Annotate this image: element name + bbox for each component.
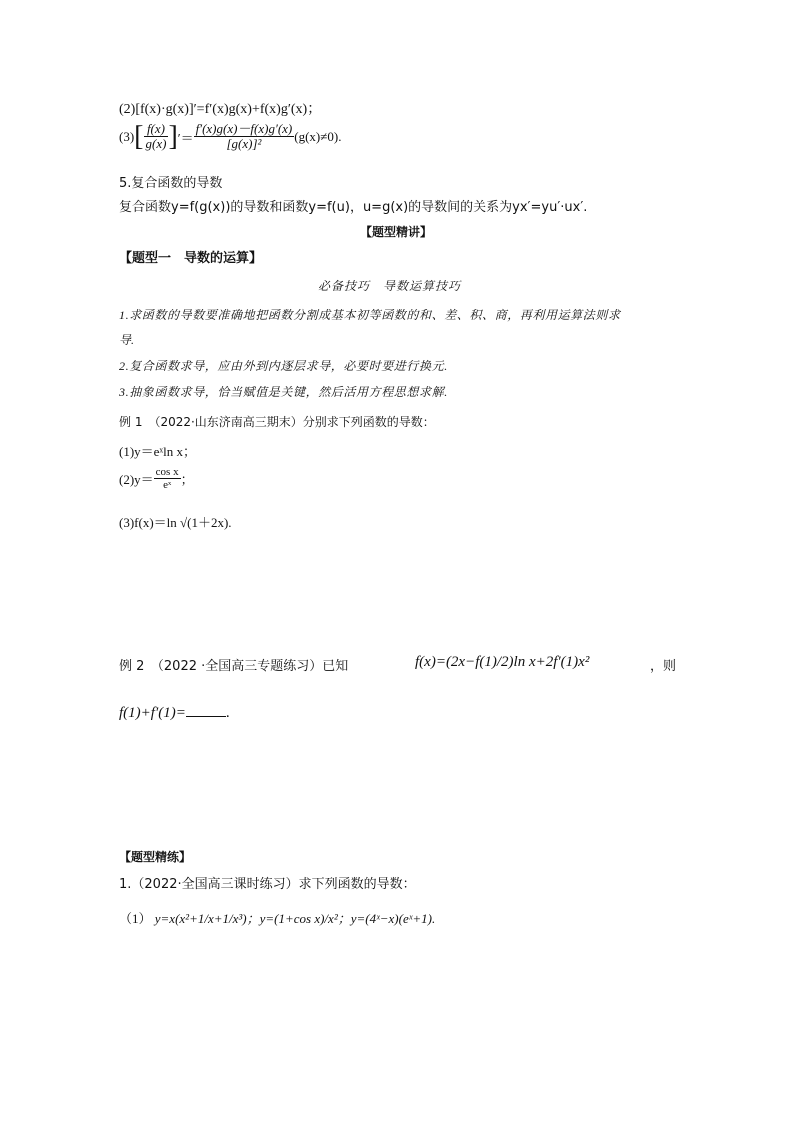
skill-3: 3.抽象函数求导，恰当赋值是关键，然后活用方程思想求解. [119, 385, 448, 399]
ex1-q2-suffix: ； [180, 472, 194, 488]
product-rule-text: (2)[f(x)·g(x)]′=f′(x)g(x)+f(x)g′(x)； [119, 102, 322, 117]
ex1-q2-numerator: cos x [155, 466, 179, 478]
composite-heading: 5.复合函数的导数 [119, 176, 223, 191]
right-bracket: ] [168, 120, 178, 152]
ex2-then: ，则 [650, 659, 677, 674]
left-bracket: [ [134, 120, 144, 152]
quotient-rhs-fraction [194, 122, 295, 152]
type1-title: 【题型一 导数的运算】 [119, 251, 263, 266]
quotient-lhs-numerator: f(x) [144, 122, 169, 137]
quotient-rhs-denominator: [g(x)]² [226, 136, 262, 152]
answer-blank [186, 702, 226, 717]
ex1-q3: (3)f(x)＝ln √(1＋2x). [119, 515, 232, 530]
practice-q1-label: （1） [119, 911, 152, 926]
ex1-intro: 例 1 （2022·山东济南高三期末）分别求下列函数的导数： [119, 415, 435, 429]
ex2-formula [415, 640, 589, 684]
product-rule-line [119, 98, 321, 118]
skill-1a: 1.求函数的导数要准确地把函数分割成基本初等函数的和、差、积、商，再利用运算法则求 [119, 308, 621, 322]
practice-title: 【题型精练】 [119, 850, 192, 864]
quotient-rhs-numerator: f′(x)g(x)－f(x)g′(x) [195, 121, 293, 136]
composite-text: 复合函数y=f(g(x))的导数和函数y=f(u)，u=g(x)的导数间的关系为yx′=yu′·ux′. [119, 200, 588, 215]
ex2-ask-text: f(1)+f′(1)= [119, 705, 186, 721]
quotient-rule-line [119, 122, 341, 162]
section-title: 【题型精讲】 [360, 225, 433, 239]
practice-formulas: y=x(x²+1/x+1/x³)；y=(1+cos x)/x²；y=(4ˣ−x)(eˣ+1). [154, 911, 436, 926]
skill-title: 必备技巧 导数运算技巧 [318, 279, 462, 293]
quotient-lhs-fraction [144, 122, 169, 152]
practice-1: 1.（2022·全国高三课时练习）求下列函数的导数： [119, 877, 416, 892]
practice-questions [119, 908, 435, 927]
prime-equals: ′＝ [177, 130, 194, 146]
quotient-prefix: (3) [119, 128, 135, 144]
ex2-ask: f(1)+f′(1)= . [119, 702, 230, 722]
quotient-lhs-denominator: g(x) [145, 136, 167, 152]
skill-2: 2.复合函数求导，应由外到内逐层求导，必要时要进行换元. [119, 359, 448, 373]
skill-1b: 导. [119, 333, 135, 347]
ex2-intro: 例 2 （2022 ·全国高三专题练习）已知 [119, 659, 349, 674]
ex2-formula-text: f(x)=(2x−f(1)/2)ln x+2f′(1)x² [415, 654, 590, 670]
ex1-q2-prefix: (2)y＝ [119, 472, 154, 488]
ex1-q2-fraction [154, 466, 181, 491]
quotient-condition: (g(x)≠0). [294, 128, 342, 144]
ex1-q2 [119, 466, 194, 491]
ex1-q1: (1)y＝eˣln x； [119, 444, 197, 459]
ex1-q2-denominator: eˣ [163, 479, 172, 492]
